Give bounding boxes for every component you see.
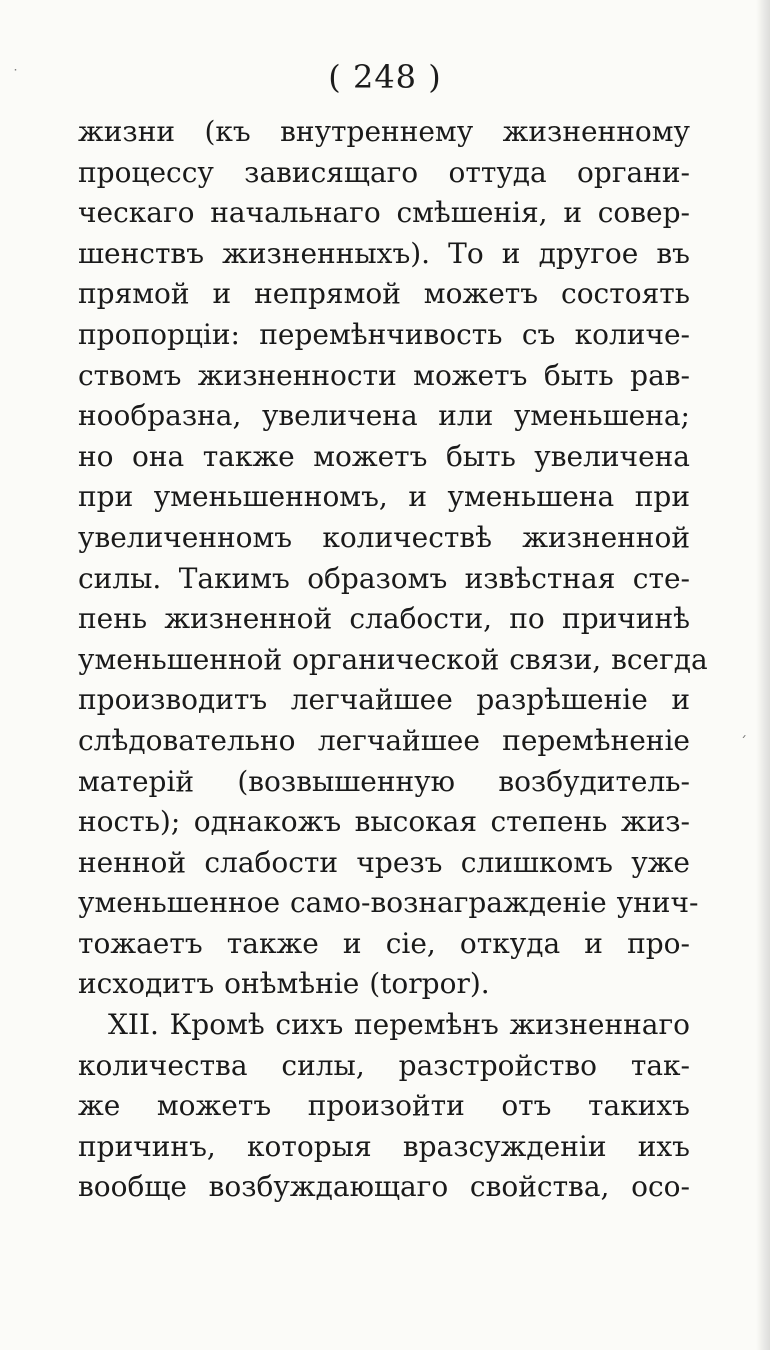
text-line: пень жизненной слабости, по причинѣ [78, 602, 690, 636]
text-line: матерій (возвышенную возбудитель- [78, 764, 690, 798]
text-line: прямой и непрямой можетъ состоять [78, 277, 690, 311]
text-line: ность); однакожъ высокая степень жиз- [78, 805, 690, 839]
page-number: ( 248 ) [328, 58, 442, 96]
text-line: силы. Такимъ образомъ извѣстная сте- [78, 561, 690, 595]
text-line: вообще возбуждающаго свойства, осо- [78, 1170, 690, 1204]
text-line: пропорціи: перемѣнчивость съ количе- [78, 317, 690, 351]
text-line: же можетъ произойти отъ такихъ [78, 1089, 690, 1123]
page-edge-shadow [756, 0, 770, 1350]
text-line: нообразна, увеличена или уменьшена; [78, 399, 690, 433]
text-line: ческаго начальнаго смѣшенія, и совер- [78, 196, 690, 230]
text-line: жизни (къ внутреннему жизненному [78, 115, 690, 148]
text-line: ненной слабости чрезъ слишкомъ уже [78, 845, 690, 879]
text-line: XII. Кромѣ сихъ перемѣнъ жизненнаго [108, 1008, 690, 1042]
text-line: шенствъ жизненныхъ). То и другое въ [78, 236, 690, 270]
text-line: процессу зависящаго оттуда органи- [78, 155, 690, 189]
text-line: количества силы, разстройство так- [78, 1048, 690, 1082]
text-line: при уменьшенномъ, и уменьшена при [78, 480, 690, 514]
text-line: уменьшенное само-вознагражденіе унич- [78, 886, 699, 920]
text-line: но она также можетъ быть увеличена [78, 439, 690, 473]
text-line: производитъ легчайшее разрѣшеніе и [78, 683, 690, 717]
text-line: исходитъ онѣмѣніе (torpor). [78, 967, 490, 1001]
ink-speck: ˊ [740, 735, 747, 751]
ink-speck: ˙ [12, 68, 19, 84]
text-line: причинъ, которыя вразсужденіи ихъ [78, 1129, 690, 1163]
text-line: слѣдовательно легчайшее перемѣненіе [78, 723, 690, 757]
body-text [78, 112, 708, 1208]
text-line: уменьшенной органической связи, всегда [78, 642, 708, 676]
text-line: тожаетъ также и сіе, откуда и про- [78, 926, 690, 960]
text-line: увеличенномъ количествѣ жизненной [78, 520, 690, 554]
text-line: ствомъ жизненности можетъ быть рав- [78, 358, 690, 392]
